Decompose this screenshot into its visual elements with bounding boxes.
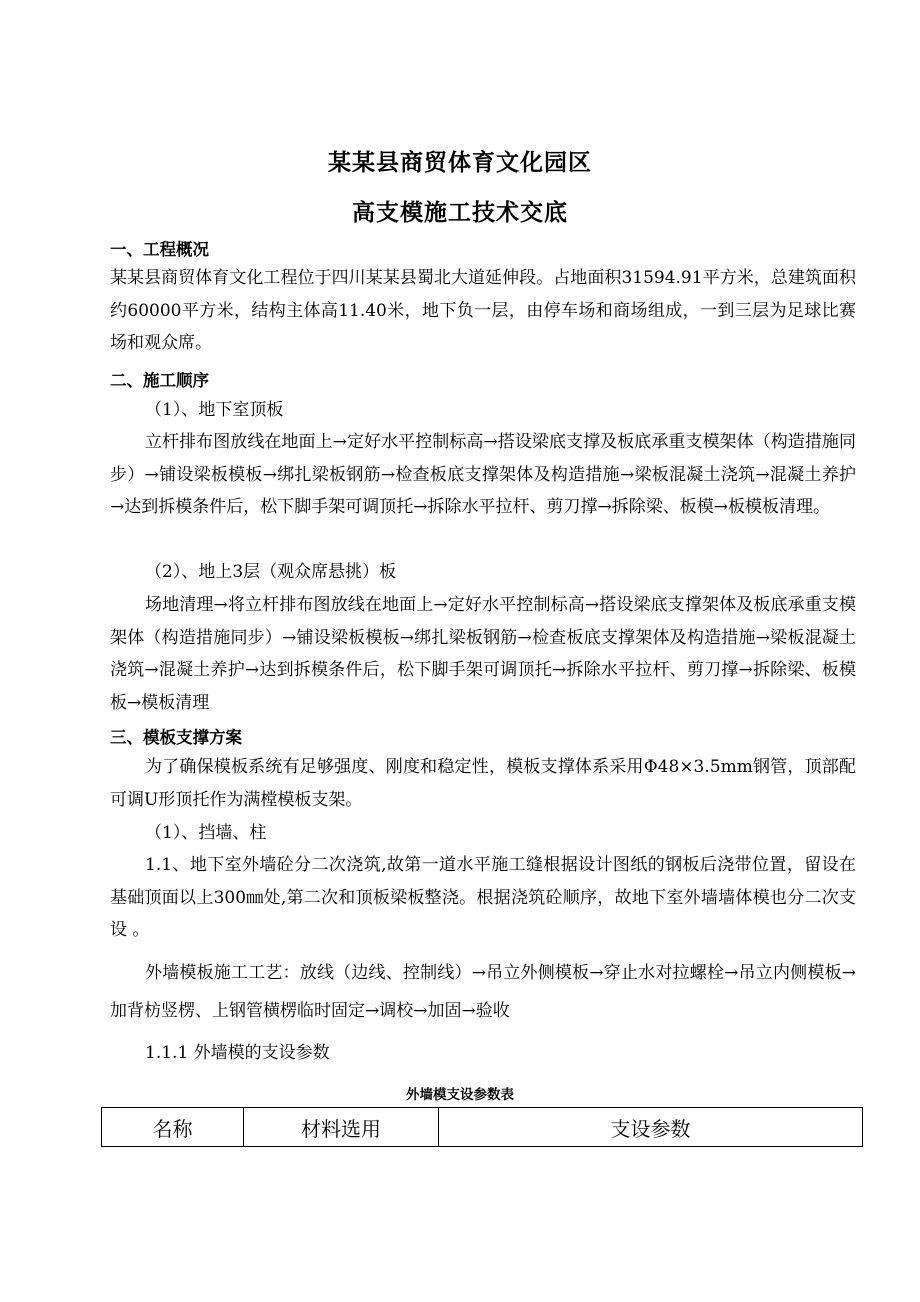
table-header-material: 材料选用: [244, 1108, 439, 1147]
third-floor-sequence-paragraph: 场地清理→将立杆排布图放线在地面上→定好水平控制标高→搭设梁底支撑架体及板底承重支模架体（构造措施同步）→铺设梁板模板→绑扎梁板钢筋→检查板底支撑架体及构造措施→梁板混凝土浇筑→混凝土养护→达到拆模条件后，松下脚手架可调顶托→拆除水平拉杆、剪刀撑→拆除梁、板模板→模板清理: [110, 595, 856, 713]
overview-paragraph: 某某县商贸体育文化工程位于四川某某县蜀北大道延伸段。占地面积31594.91平方米，总建筑面积约60000平方米，结构主体高11.40米，地下负一层，由停车场和商场组成，一到三层为足球比赛场和观众席。: [110, 268, 856, 353]
outer-wall-parameter-table: [101, 1107, 863, 1147]
subsection-basement-roof-slab: （1）、地下室顶板: [145, 400, 284, 420]
section-heading-formwork-support: 三、模板支撑方案: [110, 728, 242, 747]
subsection-retaining-wall-column: （1）、挡墙、柱: [145, 823, 267, 843]
table-header-row: [102, 1108, 863, 1147]
document-title: 某某县商贸体育文化园区: [328, 150, 592, 176]
table-header-parameters: 支设参数: [439, 1108, 863, 1147]
section-heading-construction-sequence: 二、施工顺序: [110, 371, 209, 390]
subsection-third-floor-cantilever: （2）、地上3层（观众席悬挑）板: [145, 562, 397, 582]
document-subtitle: 高支模施工技术交底: [352, 200, 568, 226]
table-caption: 外墙模支设参数表: [406, 1087, 514, 1103]
outer-wall-pouring-paragraph: 1.1、地下室外墙砼分二次浇筑,故第一道水平施工缝根据设计图纸的钢板后浇带位置，留设在基础顶面以上300㎜处,第二次和顶板梁板整浇。根据浇筑砼顺序，故地下室外墙墙体模也分二次支设 。: [110, 855, 856, 940]
basement-sequence-paragraph: 立杆排布图放线在地面上→定好水平控制标高→搭设梁底支撑及板底承重支模架体（构造措施同步）→铺设梁板模板→绑扎梁板钢筋→检查板底支撑架体及构造措施→梁板混凝土浇筑→混凝土养护→达到拆模条件后，松下脚手架可调顶托→拆除水平拉杆、剪刀撑→拆除梁、板模→板模板清理。: [110, 432, 856, 517]
subsection-outer-wall-parameters: 1.1.1 外墙模的支设参数: [145, 1043, 330, 1063]
formwork-intro-paragraph: 为了确保模板系统有足够强度、刚度和稳定性，模板支撑体系采用Φ48×3.5mm钢管，顶部配可调U形顶托作为满樘模板支架。: [110, 757, 856, 810]
outer-wall-process-paragraph: 外墙模板施工工艺：放线（边线、控制线）→吊立外侧模板→穿止水对拉螺栓→吊立内侧模板→加背枋竖楞、上钢管横楞临时固定→调校→加固→验收: [110, 963, 856, 1021]
section-heading-overview: 一、工程概况: [110, 240, 209, 259]
table-header-name: 名称: [102, 1108, 244, 1147]
